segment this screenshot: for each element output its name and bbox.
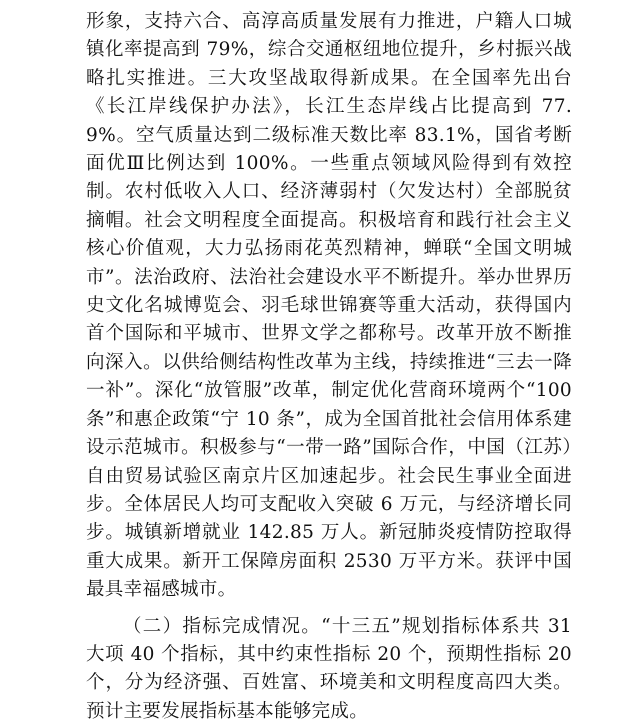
paragraph-text: 形象，支持六合、高淳高质量发展有力推进，户籍人口城镇化率提高到 79%，综合交通枢纽地位提升，乡村振兴战略扎实推进。三大攻坚战取得新成果。在全国率先出台《长江岸线保护办法》，长江生态岸线占比提高到 77.9%。空气质量达到二级标准天数比率 83.1%，国省考断面优Ⅲ比例达到 100%。一些重点领域风险得到有效控制。农村低收入人口、经济薄弱村（欠发达村）全部脱贫摘帽。社会文明程度全面提高。积极培育和践行社会主义核心价值观，大力弘扬雨花英烈精神，蝉联“全国文明城市”。法治政府、法治社会建设水平不断提升。举办世界历史文化名城博览会、羽毛球世锦赛等重大活动，获得国内首个国际和平城市、世界文学之都称号。改革开放不断推向深入。以供给侧结构性改革为主线，持续推进“三去一降一补”。深化“放管服”改革，制定优化营商环境两个“100 条”和惠企政策“宁 10 条”，成为全国首批社会信用体系建设示范城市。积极参与“一带一路”国际合作，中国（江苏）自由贸易试验区南京片区加速起步。社会民生事业全面进步。全体居民人均可支配收入突破 6 万元，与经济增长同步。城镇新增就业 142.85 万人。新冠肺炎疫情防控取得重大成果。新开工保障房面积 2530 万平方米。获评中国最具幸福感城市。 xyxy=(86,11,572,601)
body-paragraph xyxy=(86,8,572,605)
paragraph-text: “十三五”规划指标体系共 31 大项 40 个指标，其中约束性指标 20 个，预期性指标 20 个，分为经济强、百姓富、环境美和文明程度高四大类。预计主要发展指标基本能够完成。 xyxy=(86,615,572,722)
section-heading: （二）指标完成情况。 xyxy=(123,615,322,637)
section-paragraph xyxy=(86,613,572,726)
